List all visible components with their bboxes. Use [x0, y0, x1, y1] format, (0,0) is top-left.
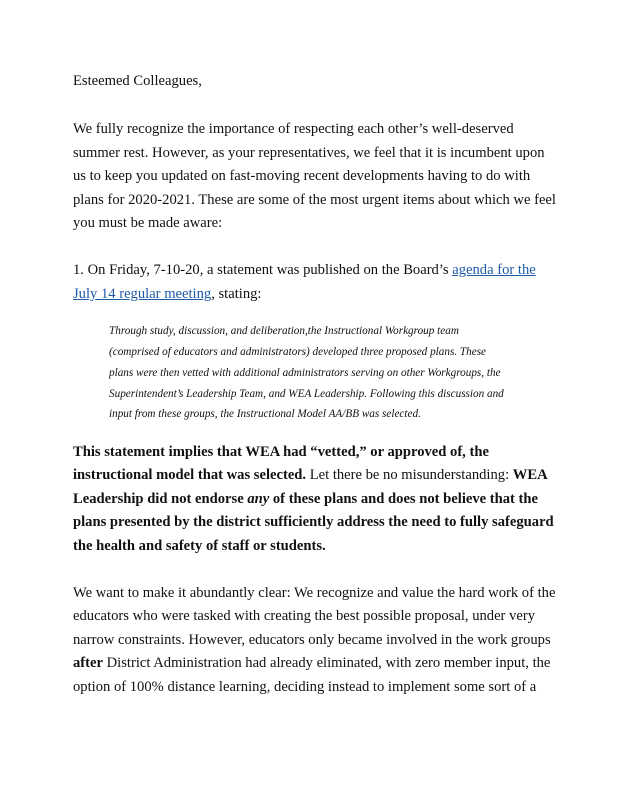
para2-line: This statement implies that WEA had “vetted,” or approved of, the — [73, 444, 489, 460]
quote-line: Superintendent’s Leadership Team, and WEA Leadership. Following this discussion and — [109, 388, 504, 400]
quote-line: (comprised of educators and administrators) developed three proposed plans. These — [109, 346, 487, 358]
para3-bold: after — [73, 655, 103, 671]
agenda-link[interactable]: July 14 regular meeting — [73, 286, 212, 302]
para2-italic: any — [247, 491, 270, 507]
para2-normal: Let there be no misunderstanding: — [306, 467, 513, 483]
para1-line: summer rest. However, as your representatives, we feel that it is incumbent upon — [73, 145, 545, 161]
item1-prefix: 1. On Friday, 7-10-20, a statement was published on the Board’s — [73, 262, 453, 278]
para1-line: We fully recognize the importance of respecting each other’s well-deserved — [73, 121, 514, 137]
quote-line: input from these groups, the Instructional Model AA/BB was selected. — [109, 408, 421, 420]
para2-bold: instructional model that was selected. — [73, 467, 307, 483]
quote-line: Through study, discussion, and deliberation,the Instructional Workgroup team — [109, 325, 459, 337]
salutation: Esteemed Colleagues, — [73, 73, 202, 89]
para2-line — [73, 467, 548, 484]
para2-line: the health and safety of staff or students. — [73, 538, 326, 554]
para3-line: narrow constraints. However, educators only became involved in the work groups — [73, 632, 551, 648]
para2-line — [73, 491, 538, 508]
para1-line: you must be made aware: — [73, 215, 223, 231]
para2-bold: WEA — [512, 467, 548, 483]
para2-bold: Leadership did not endorse — [73, 491, 248, 507]
para3-line: We want to make it abundantly clear: We recognize and value the hard work of the — [73, 585, 556, 601]
para3-line — [73, 655, 550, 672]
para1-line: plans for 2020-2021. These are some of the most urgent items about which we feel — [73, 192, 556, 208]
agenda-link[interactable]: agenda for the — [452, 262, 536, 278]
para2-line: plans presented by the district sufficiently address the need to fully safeguard — [73, 514, 554, 530]
quote-line: plans were then vetted with additional administrators serving on other Workgroups, the — [109, 367, 501, 379]
para1-line: us to keep you updated on fast-moving recent developments having to do with — [73, 168, 531, 184]
para3-line: educators who were tasked with creating the best possible proposal, under very — [73, 608, 535, 624]
para3-normal: District Administration had already eliminated, with zero member input, the — [102, 655, 551, 671]
item1-line — [73, 262, 536, 279]
para2-bold: of these plans and does not believe that the — [269, 491, 539, 507]
item1-suffix: , stating: — [211, 286, 262, 302]
item1-line — [73, 286, 261, 303]
para3-line: option of 100% distance learning, deciding instead to implement some sort of a — [73, 679, 537, 695]
